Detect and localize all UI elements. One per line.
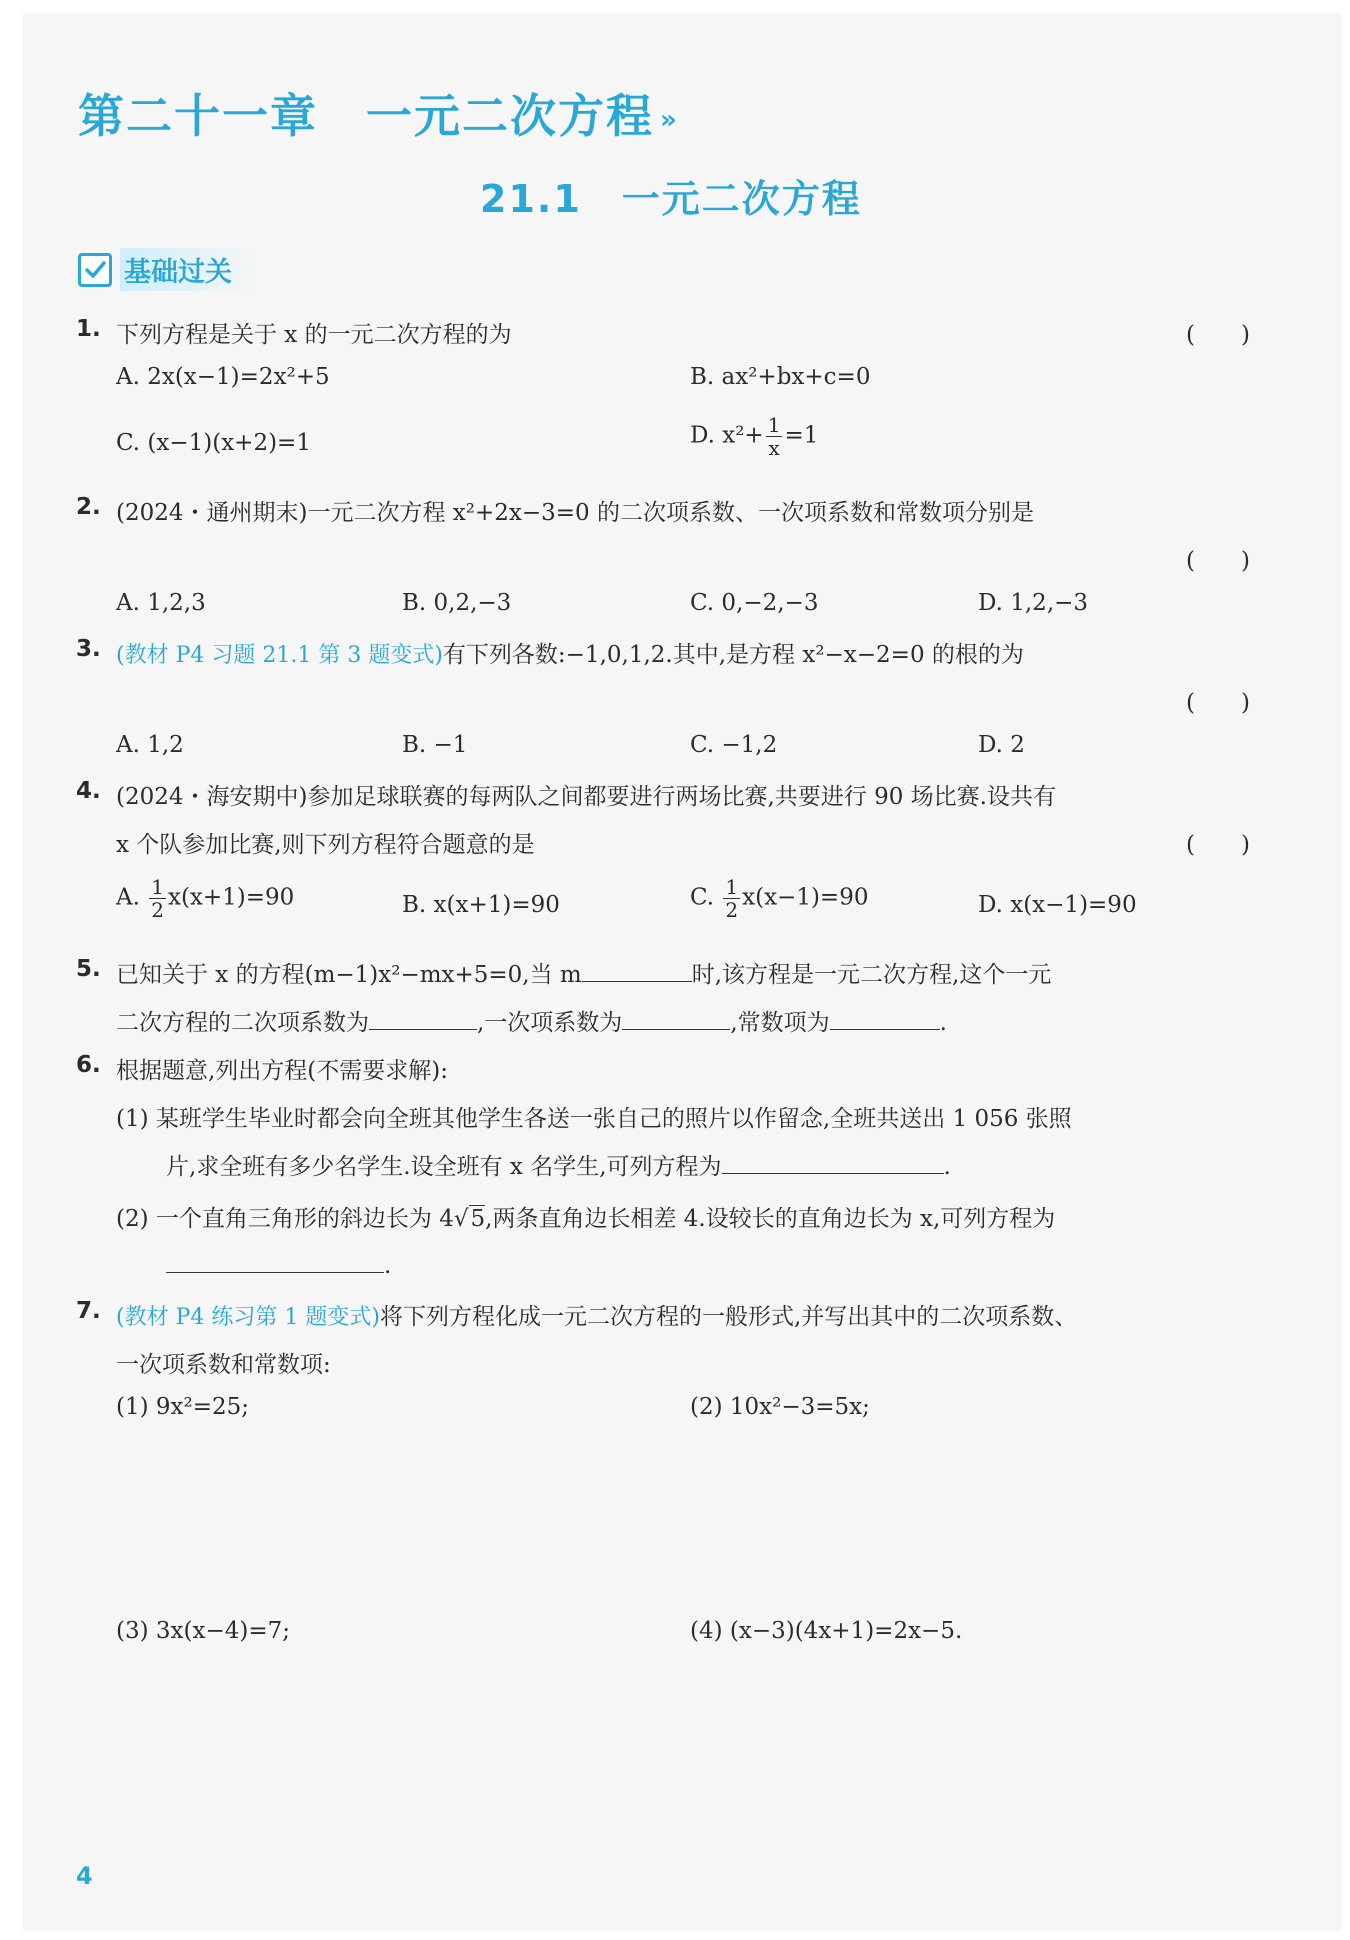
q4-option-a-expr: x(x+1)=90	[167, 884, 295, 911]
question-6-stem: 根据题意,列出方程(不需要求解):	[116, 1058, 449, 1084]
answer-paren-2: ( )	[1186, 548, 1250, 574]
question-number-6: 6.	[76, 1052, 101, 1078]
q2-option-d: D. 1,2,−3	[978, 590, 1089, 616]
q4-option-c-prefix: C.	[690, 884, 715, 911]
q2-option-b: B. 0,2,−3	[402, 590, 512, 616]
q5-line2-text-a: 二次方程的二次项系数为	[116, 1010, 369, 1036]
q5-blank-condition[interactable]	[582, 959, 692, 982]
q6-part1-blank[interactable]	[722, 1151, 944, 1174]
q3-option-b: B. −1	[402, 732, 468, 758]
q4-option-d: D. x(x−1)=90	[978, 892, 1137, 918]
q1-option-a: A. 2x(x−1)=2x²+5	[116, 364, 330, 390]
section-title: 21.1 一元二次方程	[480, 177, 862, 221]
question-5-line1	[116, 956, 1051, 989]
q3-option-c: C. −1,2	[690, 732, 778, 758]
q7-source-note: (教材 P4 练习第 1 题变式)	[116, 1305, 380, 1330]
question-4-stem-line2: x 个队参加比赛,则下列方程符合题意的是	[116, 832, 535, 858]
question-number-2: 2.	[76, 494, 101, 520]
q6-part2-text-b: ,两条直角边长相差 4.设较长的直角边长为 x,可列方程为	[485, 1206, 1056, 1232]
q6-part2-radicand: 5	[470, 1206, 486, 1232]
q1-option-b: B. ax²+bx+c=0	[690, 364, 871, 390]
q5-line2-text-d: .	[939, 1010, 947, 1036]
question-number-4: 4.	[76, 778, 101, 804]
q1-option-c: C. (x−1)(x+2)=1	[116, 430, 311, 456]
q5-line2-text-c: ,常数项为	[730, 1010, 830, 1036]
answer-paren-4: ( )	[1186, 832, 1250, 858]
q3-option-d: D. 2	[978, 732, 1025, 758]
q2-option-a: A. 1,2,3	[116, 590, 206, 616]
fraction-denominator: x	[768, 436, 780, 460]
question-4-stem-line1: (2024・海安期中)参加足球联赛的每两队之间都要进行两场比赛,共要进行 90 场比赛.设共有	[116, 784, 1056, 810]
question-7-stem-line2: 一次项系数和常数项:	[116, 1352, 331, 1378]
q5-blank-quadratic-coef[interactable]	[369, 1007, 477, 1030]
q1-option-d-suffix: =1	[784, 422, 819, 449]
q7-stem-text: 将下列方程化成一元二次方程的一般形式,并写出其中的二次项系数、	[379, 1304, 1078, 1330]
question-number-3: 3.	[76, 636, 101, 662]
q4-option-b: B. x(x+1)=90	[402, 892, 560, 918]
checkbox-checked-icon	[78, 253, 112, 287]
q7-part4: (4) (x−3)(4x+1)=2x−5.	[690, 1618, 963, 1644]
badge-label: 基础过关	[120, 248, 258, 291]
question-2-stem: (2024・通州期末)一元二次方程 x²+2x−3=0 的二次项系数、一次项系数和常数项分别是	[116, 500, 1034, 526]
q1-option-d	[690, 414, 818, 459]
q6-part1-text: 片,求全班有多少名学生.设全班有 x 名学生,可列方程为	[166, 1154, 722, 1180]
section-badge	[78, 248, 258, 291]
q1-option-d-fraction	[766, 414, 783, 459]
q6-part2-end: .	[384, 1253, 392, 1279]
question-number-5: 5.	[76, 956, 101, 982]
question-3-stem	[116, 636, 1024, 669]
q2-option-c: C. 0,−2,−3	[690, 590, 819, 616]
answer-paren-1: ( )	[1186, 322, 1250, 348]
fraction-numerator: 1	[767, 413, 781, 437]
question-1-stem: 下列方程是关于 x 的一元二次方程的为	[116, 322, 512, 348]
q5-line2-text-b: ,一次项系数为	[477, 1010, 623, 1036]
chapter-title-text: 第二十一章 一元二次方程	[78, 89, 654, 143]
q7-part3: (3) 3x(x−4)=7;	[116, 1618, 290, 1644]
fraction-numerator: 1	[725, 875, 739, 899]
q7-part1: (1) 9x²=25;	[116, 1394, 250, 1420]
fraction-denominator: 2	[151, 898, 164, 922]
q6-part2-line1	[116, 1200, 1055, 1233]
fraction-denominator: 2	[725, 898, 739, 922]
q5-line1-text-a: 已知关于 x 的方程(m−1)x²−mx+5=0,当 m	[116, 962, 582, 988]
q3-source-note: (教材 P4 习题 21.1 第 3 题变式)	[116, 643, 443, 668]
q4-option-c-fraction	[723, 876, 740, 921]
question-number-1: 1.	[76, 316, 101, 342]
page-number: 4	[76, 1862, 93, 1890]
q6-part1-line2	[166, 1148, 951, 1181]
q4-option-a-prefix: A.	[116, 884, 140, 911]
q6-part1-end: .	[943, 1154, 951, 1180]
q4-option-c	[690, 876, 868, 921]
q5-blank-constant[interactable]	[830, 1007, 940, 1030]
q6-part2-text-a: (2) 一个直角三角形的斜边长为 4	[116, 1206, 454, 1232]
question-number-7: 7.	[76, 1298, 101, 1324]
q6-part2-line2	[166, 1250, 391, 1279]
q3-option-a: A. 1,2	[116, 732, 184, 758]
answer-paren-3: ( )	[1186, 690, 1250, 716]
q3-stem-text: 有下列各数:−1,0,1,2.其中,是方程 x²−x−2=0 的根的为	[442, 642, 1024, 668]
fraction-numerator: 1	[151, 875, 164, 899]
q4-option-c-expr: x(x−1)=90	[742, 884, 869, 911]
q1-option-d-prefix: D. x²+	[690, 422, 764, 449]
q6-part2-blank[interactable]	[166, 1250, 384, 1273]
q7-part2: (2) 10x²−3=5x;	[690, 1394, 870, 1420]
sqrt-radical-icon: √	[453, 1206, 469, 1232]
q5-blank-linear-coef[interactable]	[622, 1007, 730, 1030]
q6-part1-line1: (1) 某班学生毕业时都会向全班其他学生各送一张自己的照片以作留念,全班共送出 1 056 张照	[116, 1106, 1072, 1132]
q4-option-a-fraction	[149, 876, 166, 921]
chevron-double-right-icon: »	[660, 104, 679, 135]
question-5-line2	[116, 1004, 947, 1037]
question-7-stem-line1	[116, 1298, 1077, 1331]
chapter-title	[78, 80, 679, 146]
q4-option-a	[116, 876, 294, 921]
q5-line1-text-b: 时,该方程是一元二次方程,这个一元	[691, 962, 1052, 988]
